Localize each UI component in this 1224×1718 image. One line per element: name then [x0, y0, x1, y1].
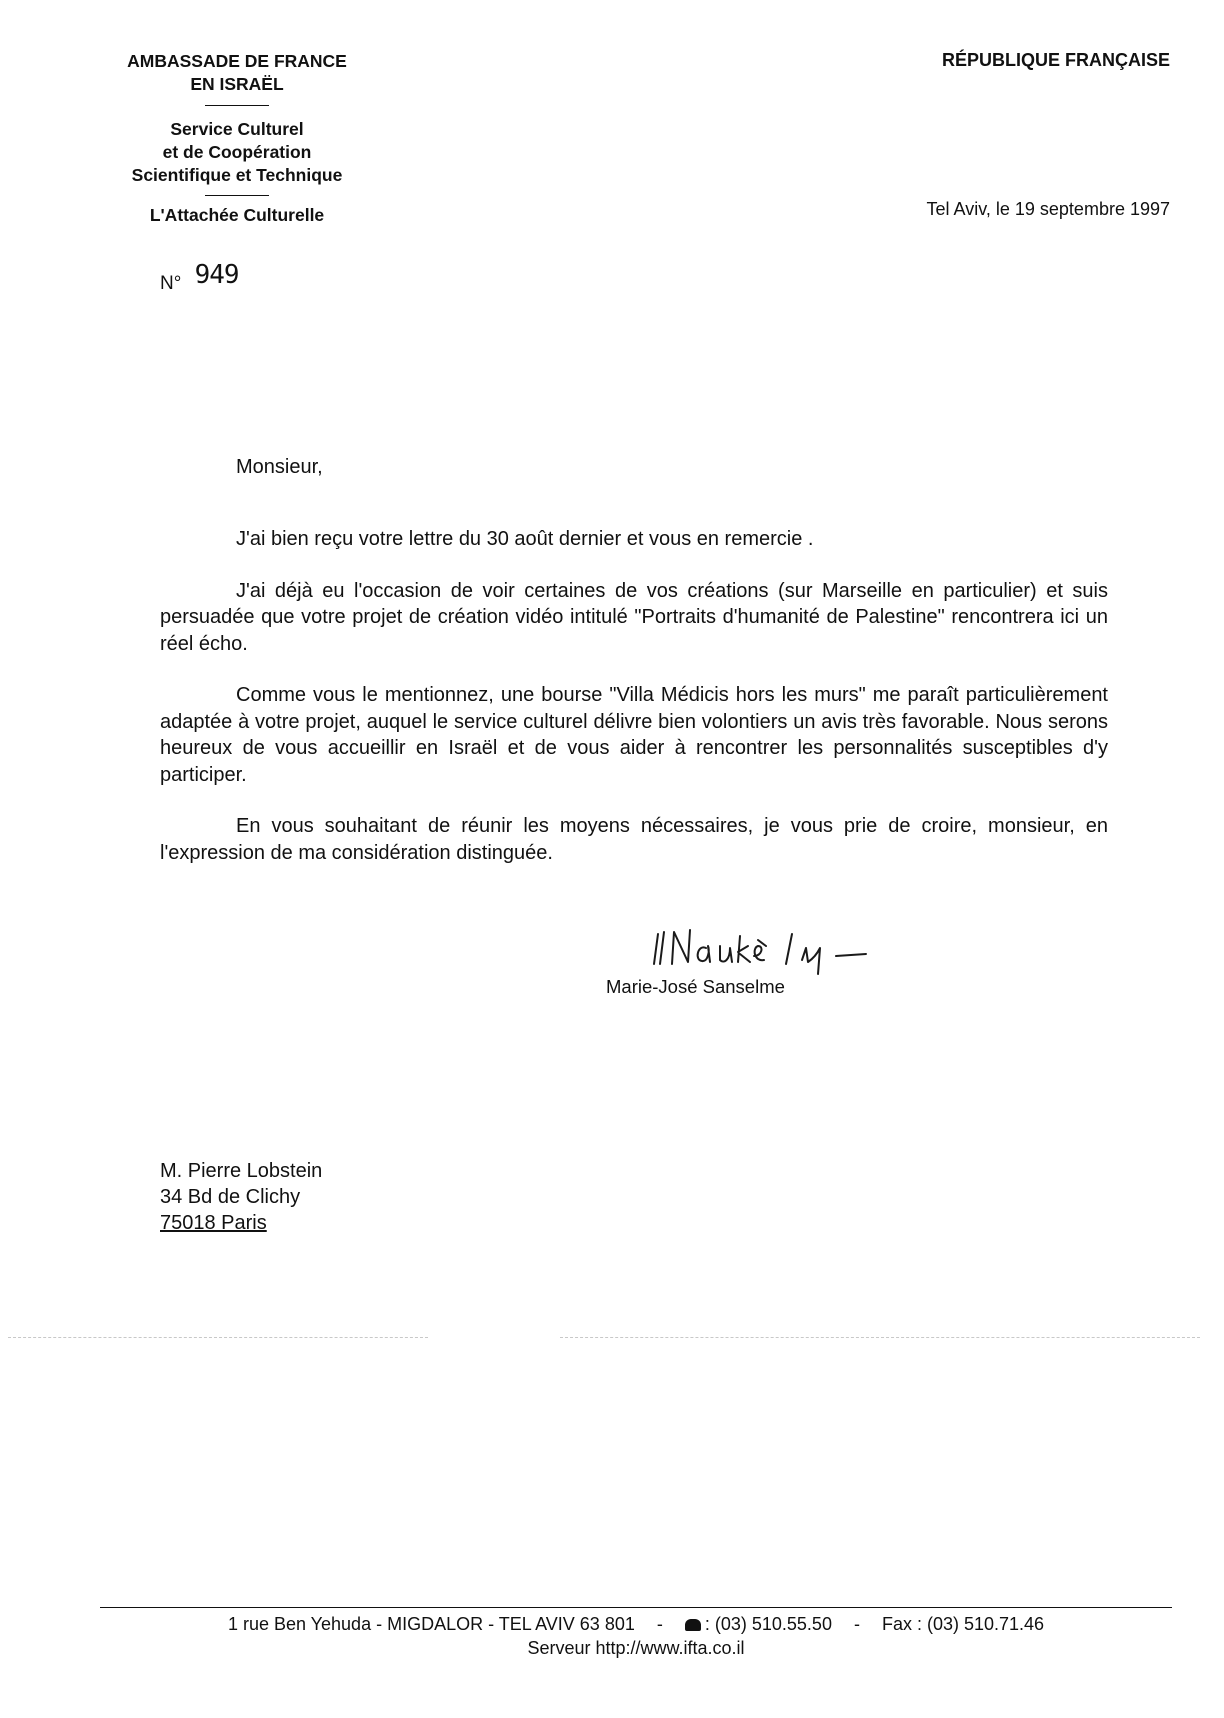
sender-block — [92, 50, 382, 227]
recipient-address — [160, 1158, 322, 1236]
recipient-city: 75018 Paris — [160, 1212, 267, 1234]
service-line1: Service Culturel — [170, 119, 304, 139]
footer-server: Serveur http://www.ifta.co.il — [527, 1638, 745, 1658]
letter-date: Tel Aviv, le 19 septembre 1997 — [926, 199, 1170, 219]
recipient-name: M. Pierre Lobstein — [160, 1160, 323, 1182]
letter-body — [160, 526, 1108, 891]
footer-contact-line — [100, 1612, 1172, 1636]
handwritten-number: 949 — [194, 260, 239, 290]
number-label: N° — [160, 273, 182, 294]
footer-address: 1 rue Ben Yehuda - MIGDALOR - TEL AVIV 63 801 — [227, 1614, 635, 1634]
divider — [205, 195, 269, 196]
service-line3: Scientifique et Technique — [131, 165, 343, 185]
footer — [100, 1612, 1172, 1660]
embassy-name-line1: AMBASSADE DE FRANCE — [127, 51, 347, 71]
footer-phone: : (03) 510.55.50 — [704, 1614, 832, 1634]
footer-fax: Fax : (03) 510.71.46 — [881, 1614, 1045, 1634]
salutation: Monsieur, — [236, 456, 323, 478]
footer-separator: - — [656, 1614, 663, 1634]
signatory-name: Marie-José Sanselme — [606, 976, 785, 997]
service-line2: et de Coopération — [162, 142, 312, 162]
scan-artifact-line — [8, 1337, 428, 1338]
paragraph: J'ai bien reçu votre lettre du 30 août dernier et vous en remercie . — [236, 528, 814, 550]
paragraph: En vous souhaitant de réunir les moyens nécessaires, je vous prie de croire, monsieur, en l'expression de ma considération distinguée. — [160, 815, 1108, 864]
attache-title: L'Attachée Culturelle — [149, 205, 325, 225]
reference-number — [160, 260, 239, 296]
embassy-name-line2: EN ISRAËL — [190, 74, 284, 94]
divider — [205, 105, 269, 106]
footer-separator: - — [853, 1614, 860, 1634]
phone-icon — [685, 1619, 701, 1631]
paragraph: J'ai déjà eu l'occasion de voir certaines de vos créations (sur Marseille en particulier) et suis persuadée que votre projet de création vidéo intitulé "Portraits d'humanité de Palestine" rencontrera ici un réel écho. — [160, 579, 1108, 655]
recipient-street: 34 Bd de Clichy — [160, 1186, 301, 1208]
scan-artifact-line — [560, 1337, 1200, 1338]
republic-heading: RÉPUBLIQUE FRANÇAISE — [941, 50, 1170, 70]
paragraph: Comme vous le mentionnez, une bourse "Villa Médicis hors les murs" me paraît particulièrement adaptée à votre projet, auquel le service culturel délivre bien volontiers un avis très favorable. Nous serons heureux de vous accueillir en Israël et de vous aider à rencontrer les personnalités susceptibles d'y participer. — [160, 684, 1108, 786]
footer-divider — [100, 1607, 1172, 1608]
